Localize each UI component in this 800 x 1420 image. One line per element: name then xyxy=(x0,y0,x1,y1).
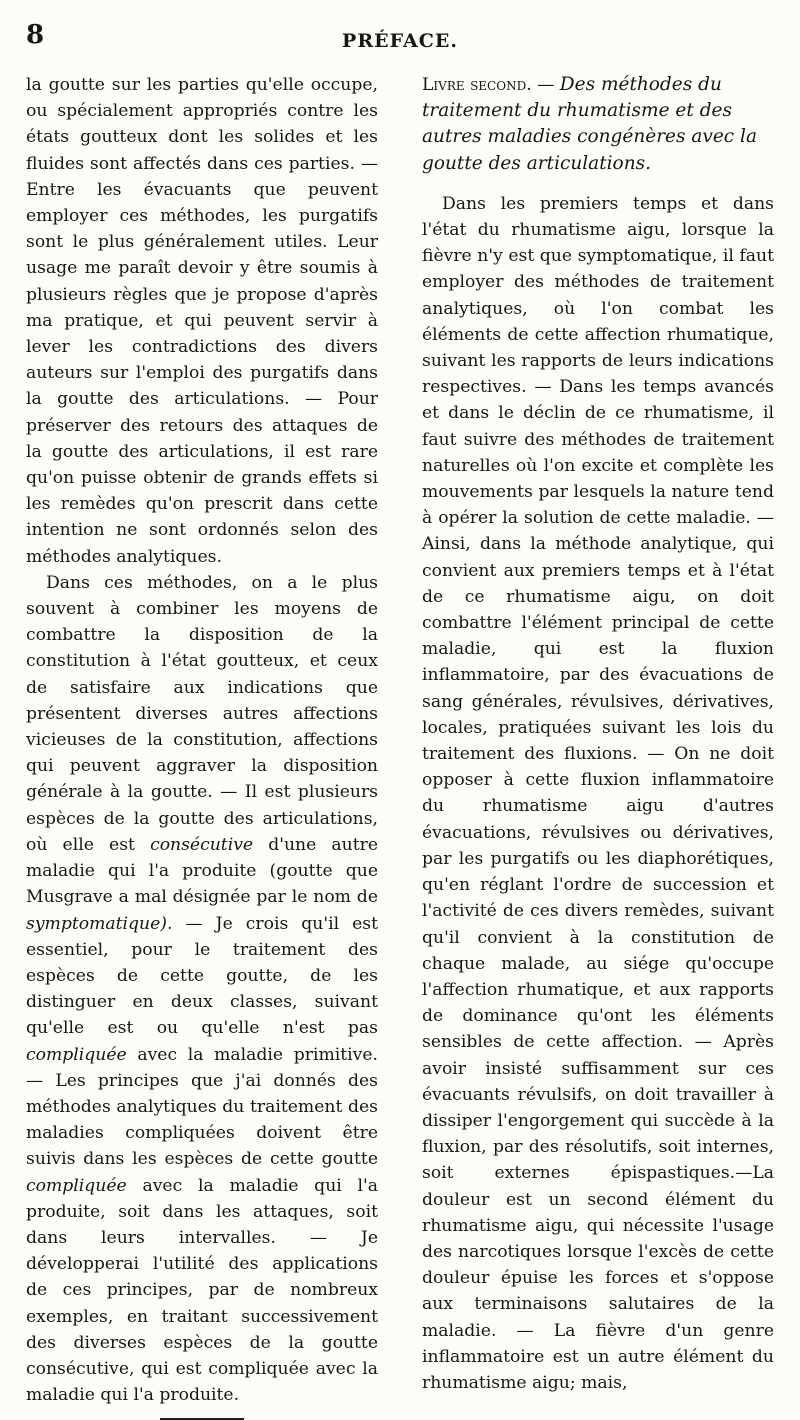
paragraph xyxy=(26,570,378,1409)
page-number: 8 xyxy=(26,20,45,50)
book-heading xyxy=(422,72,774,177)
book-label: Livre second. xyxy=(422,75,532,95)
paragraph-text: d'une autre maladie qui l'a produite (goutte que Musgrave a mal désignée par le nom de xyxy=(26,834,379,908)
italic-term: compliquée xyxy=(26,1175,127,1196)
paragraph xyxy=(26,72,378,570)
paragraph-text: la goutte sur les parties qu'elle occupe, ou spécialement appropriés contre les états goutteux dont les solides et les fluides sont affectés dans ces parties. — Entre les évacuants que peuvent employer ces méthodes, les purgatifs sont le plus généralement utiles. Leur usage me paraît devoir y être soumis à plusieurs règles que je propose d'après ma pratique, et qui peuvent servir à lever les contradictions des divers auteurs sur l'emploi des purgatifs dans la goutte des articulations. — Pour préserver des retours des attaques de la goutte des articulations, il est rare qu'on puisse obtenir de grands effets si les remèdes qu'on prescrit dans cette intention ne sont ordonnés selon des méthodes analytiques. xyxy=(26,75,378,567)
paragraph-text: avec la maladie primitive. — Les principes que j'ai donnés des méthodes analytiques du traitement des maladies compliquées doivent être suivis dans les espèces de cette goutte xyxy=(26,1044,378,1170)
book-title: Des méthodes du traitement du rhumatisme et des autres maladies congénères avec la goutte des articulations. xyxy=(422,74,757,174)
right-column xyxy=(422,72,774,1396)
paragraph xyxy=(422,191,774,1396)
italic-term: symptomatique). xyxy=(26,913,173,934)
paragraph-text: Dans ces méthodes, on a le plus souvent à combiner les moyens de combattre la disposition de la constitution à l'état goutteux, et ceux de satisfaire aux indications que présentent diverses autres affections vicieuses de la constitution, affections qui peuvent aggraver la disposition générale à la goutte. — Il est plusieurs espèces de la goutte des articulations, où elle est xyxy=(26,572,378,855)
paragraph-text: — Je crois qu'il est essentiel, pour le traitement des espèces de cette goutte, de les distinguer en deux classes, suivant qu'elle est ou qu'elle n'est pas xyxy=(26,913,378,1039)
left-column xyxy=(26,72,378,1420)
italic-term: consécutive xyxy=(150,834,254,855)
paragraph-text: avec la maladie qui l'a produite, soit dans les attaques, soit dans leurs intervalles. — Je développerai l'utilité des applications de ces principes, par de nombreux exemples, en traitant successivement des diverses espèces de la goutte consécutive, qui est compliquée avec la maladie qui l'a produite. xyxy=(26,1175,378,1406)
running-title: PRÉFACE. xyxy=(342,30,458,52)
italic-term: compliquée xyxy=(26,1044,127,1065)
heading-dash: — xyxy=(531,75,560,95)
paragraph-text: Dans les premiers temps et dans l'état du rhumatisme aigu, lorsque la fièvre n'y est que symptomatique, il faut employer des méthodes de traitement analytiques, où l'on combat les éléments de cette affection rhumatique, suivant les rapports de leurs indications respectives. — Dans les temps avancés et dans le déclin de ce rhumatisme, il faut suivre des méthodes de traitement naturelles où l'on excite et complète les mouvements par lesquels la nature tend à opérer la solution de cette maladie. — Ainsi, dans la méthode analytique, qui convient aux premiers temps et à l'état de ce rhumatisme aigu, on doit combattre l'élément principal de cette maladie, qui est la fluxion inflammatoire, par des évacuations de sang générales, révulsives, dérivatives, locales, pratiquées suivant les lois du traitement des fluxions. — On ne doit opposer à cette fluxion inflammatoire du rhumatisme aigu d'autres évacuations, révulsives ou dérivatives, par les purgatifs ou les diaphorétiques, qu'en réglant l'ordre de succession et l'activité de ces divers remèdes, suivant qu'il convient à la constitution de chaque malade, au siége qu'occupe l'affection rhumatique, et aux rapports de dominance qu'ont les éléments sensibles de cette affection. — Après avoir insisté suffisamment sur ces évacuants révulsifs, on doit travailler à dissiper l'engorgement qui succède à la fluxion, par des résolutifs, soit internes, soit externes épispastiques.—La douleur est un second élément du rhumatisme aigu, qui nécessite l'usage des narcotiques lorsque l'excès de cette douleur épuise les forces et s'oppose aux terminaisons salutaires de la maladie. — La fièvre d'un genre inflammatoire est un autre élément du rhumatisme aigu; mais, xyxy=(422,193,774,1393)
